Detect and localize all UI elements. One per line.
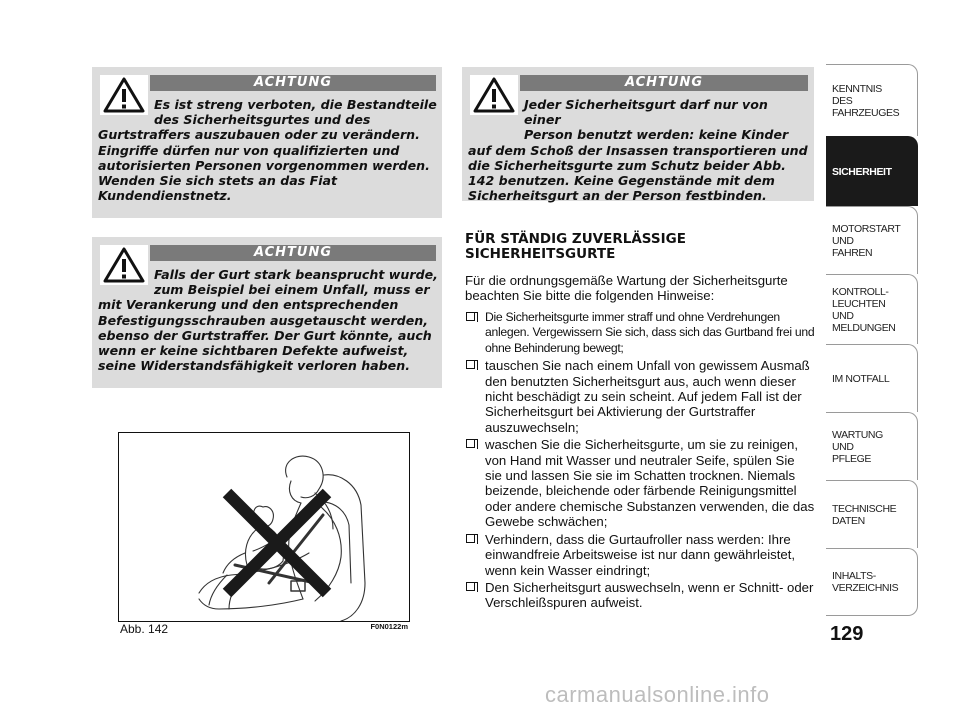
warning-text-line: Jeder Sicherheitsgurt darf nur von einer xyxy=(524,97,768,128)
warning-text-rest: Gurtstraffers auszubauen oder zu verändern. Eingriffe dürfen nur von qualifizierten und autorisierten Personen vorgenommen werden. Wenden Sie sich stets an das Fiat Kundendienstnetz. xyxy=(98,127,430,204)
warning-text-line: zum Beispiel bei einem Unfall, muss er xyxy=(154,282,430,298)
tab-technische-daten[interactable] xyxy=(826,480,918,548)
maintenance-list xyxy=(465,310,815,613)
tab-im-notfall[interactable] xyxy=(826,344,918,412)
warning-text-line: des Sicherheitsgurtes und des xyxy=(154,112,371,128)
list-item-text: waschen Sie die Sicherheitsgurte, um sie zu reinigen, von Hand mit Wasser und neutraler Seife, spülen Sie sie und lassen Sie sie im Schatten trocknen. Niemals beizende, bleichende oder färbende Reinigungsmittel oder andere chemische Substanzen verwenden, die das Gewebe schwächen; xyxy=(485,437,815,530)
watermark: carmanualsonline.info xyxy=(545,682,770,707)
tab-label: SICHERHEIT xyxy=(832,165,892,178)
warning-text xyxy=(98,97,438,203)
page-number: 129 xyxy=(830,623,864,645)
tab-label: KONTROLL- LEUCHTEN UND MELDUNGEN xyxy=(832,285,896,334)
figure-illustration xyxy=(118,432,410,622)
list-item xyxy=(465,580,815,611)
tab-wartung[interactable] xyxy=(826,412,918,480)
list-item-text: Den Sicherheitsgurt auswechseln, wenn er Schnitt- oder Verschleißspuren aufweist. xyxy=(485,579,814,611)
mother-child-seatbelt-illustration xyxy=(119,433,409,621)
tab-label: IM NOTFALL xyxy=(832,372,890,385)
tab-label: INHALTS- VERZEICHNIS xyxy=(832,570,899,594)
warning-text-line: Es ist streng verboten, die Bestandteile xyxy=(154,97,437,112)
warning-header: ACHTUNG xyxy=(520,75,808,91)
warning-header: ACHTUNG xyxy=(150,75,436,91)
list-item xyxy=(465,532,815,578)
tab-label: WARTUNG UND PFLEGE xyxy=(832,428,883,465)
warning-box-2 xyxy=(92,237,442,388)
tab-motorstart[interactable] xyxy=(826,206,918,274)
warning-header: ACHTUNG xyxy=(150,245,436,261)
tab-label: MOTORSTART UND FAHREN xyxy=(832,222,901,259)
checkbox-bullet-icon xyxy=(466,439,475,448)
tab-kontrollleuchten[interactable] xyxy=(826,274,918,344)
checkbox-bullet-icon xyxy=(466,312,475,321)
warning-box-3 xyxy=(462,67,814,204)
tab-label: TECHNISCHE DATEN xyxy=(832,502,897,527)
warning-text xyxy=(468,97,808,203)
tab-sicherheit[interactable] xyxy=(826,136,918,206)
tab-kenntnis[interactable] xyxy=(826,64,918,136)
checkbox-bullet-icon xyxy=(466,582,475,591)
warning-text-rest: auf dem Schoß der Insassen transportieren und die Sicherheitsgurte zum Schutz beider Abb. 142 benutzen. Keine Gegenstände mit dem Sicherheitsgurt an der Person festbinden. xyxy=(468,142,808,204)
list-item xyxy=(465,310,815,356)
warning-text-line: Person benutzt werden: keine Kinder xyxy=(524,127,789,143)
section-intro: Für die ordnungsgemäße Wartung der Sicherheitsgurte beachten Sie bitte die folgenden Hinweise: xyxy=(465,273,788,304)
figure-code: F0N0122m xyxy=(370,622,408,631)
warning-text-line: Falls der Gurt stark beansprucht wurde, xyxy=(154,267,438,282)
list-item xyxy=(465,358,815,435)
warning-text-rest: mit Verankerung und den entsprechenden Befestigungsschrauben ausgetauscht werden, ebenso der Gurtstraffer. Der Gurt könnte, auch wenn er keine sichtbaren Defekte aufweist, seine Widerstandsfähigkeit verloren haben. xyxy=(98,297,432,374)
list-item-text: Verhindern, dass die Gurtaufroller nass werden: Ihre einwandfreie Arbeitsweise ist nur dann gewährleistet, wenn kein Wasser eindringt; xyxy=(485,531,796,578)
section-heading: FÜR STÄNDIG ZUVERLÄSSIGE SICHERHEITSGURTE xyxy=(465,231,686,262)
tab-inhaltsverzeichnis[interactable] xyxy=(826,548,918,616)
list-item xyxy=(465,437,815,529)
tab-label: KENNTNIS DES FAHRZEUGES xyxy=(832,82,900,119)
warning-box-1 xyxy=(92,67,442,218)
list-item-text: Die Sicherheitsgurte immer straff und ohne Verdrehungen anlegen. Vergewissern Sie sich, dass sich das Gurtband frei und ohne Behinderung bewegt; xyxy=(485,310,815,355)
figure-label: Abb. 142 xyxy=(120,622,169,636)
warning-text xyxy=(98,267,438,373)
checkbox-bullet-icon xyxy=(466,360,475,369)
checkbox-bullet-icon xyxy=(466,534,475,543)
list-item-text: tauschen Sie nach einem Unfall von gewissem Ausmaß den benutzten Sicherheitsgurt aus, auch wenn dieser nicht beschädigt zu sein scheint. Auf jedem Fall ist der Sicherheitsgurt bei Aktivierung der Gurtstraffer auszuwechseln; xyxy=(485,358,810,435)
figure-caption xyxy=(118,622,410,638)
